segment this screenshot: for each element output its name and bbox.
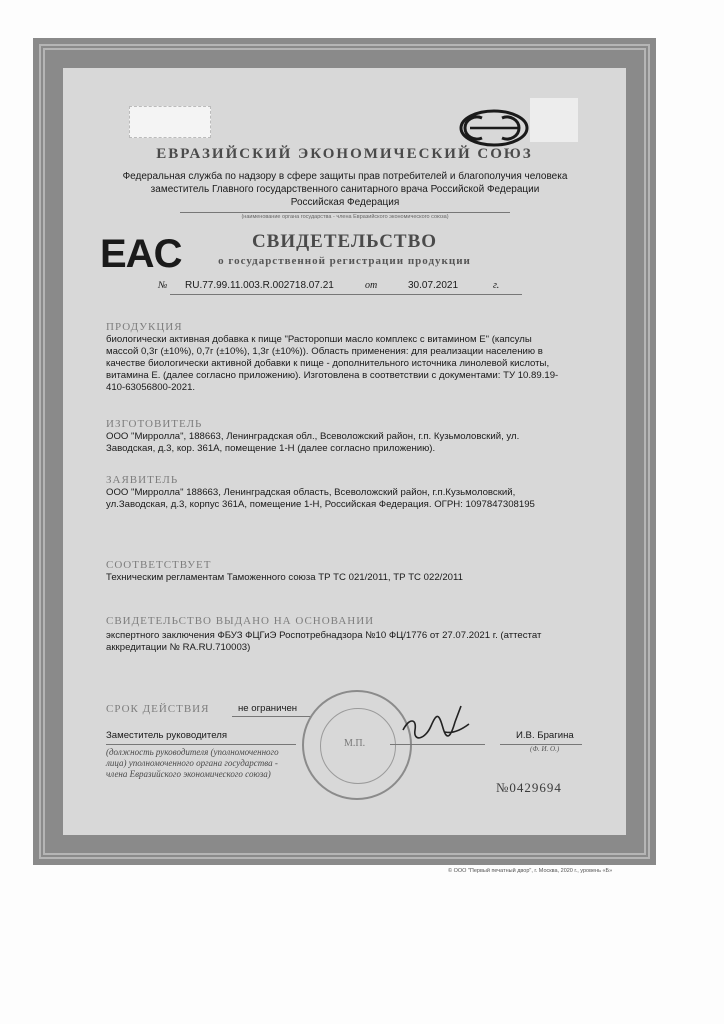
- union-title: ЕВРАЗИЙСКИЙ ЭКОНОМИЧЕСКИЙ СОЮЗ: [156, 146, 533, 162]
- applicant-text: [106, 487, 621, 511]
- note-line: (должность руководителя (уполномоченного: [106, 747, 279, 757]
- text-line: массой 0,3г (±10%), 0,7г (±10%), 1,3г (±10%)). Область применения: для реализации населению в: [106, 346, 543, 357]
- position-note: [106, 747, 279, 780]
- basis-text: [106, 630, 621, 654]
- signer-position: Заместитель руководителя: [106, 730, 228, 741]
- number-label: №: [158, 280, 168, 291]
- text-line: биологически активная добавка к пище "Расторопши масло комплекс с витамином Е" (капсулы: [106, 334, 532, 345]
- conforms-label: СООТВЕТСТВУЕТ: [106, 559, 212, 571]
- blank-corner-area: [530, 98, 578, 142]
- product-text: [106, 334, 621, 394]
- note-line: члена Евразийского экономического союза): [106, 769, 271, 779]
- text-line: ООО "Мирролла" 188663, Ленинградская область, Всеволожский район, г.п.Кузьмоловский,: [106, 487, 516, 498]
- text-line: 410-63056800-2021.: [106, 382, 196, 393]
- registration-date: 30.07.2021: [408, 280, 459, 291]
- text-line: ООО "Мирролла", 188663, Ленинградская обл., Всеволожский район, г.п. Кузьмоловский, ул.: [106, 431, 520, 442]
- number-underline: [170, 294, 522, 295]
- text-line: аккредитации № RA.RU.710003): [106, 642, 251, 653]
- year-suffix: г.: [493, 280, 500, 291]
- manufacturer-text: [106, 431, 621, 455]
- handwritten-signature-icon: [395, 700, 475, 750]
- text-line: витамина Е. (далее согласно приложению). Изготовлена в соответствии с документами: ТУ 10.89.19-: [106, 370, 559, 381]
- text-line: качестве биологически активной добавки к пище - дополнительного источника линолевой кислоты,: [106, 358, 550, 369]
- agency-line: заместитель Главного государственного санитарного врача Российской Федерации: [150, 184, 540, 195]
- blank-stamp-area: [129, 106, 211, 138]
- registration-number: RU.77.99.11.003.R.002718.07.21: [185, 280, 334, 291]
- printer-note: © ООО "Первый печатный двор", г. Москва, 2020 г., уровень «Б»: [448, 868, 613, 874]
- agency-note: (наименование органа государства - члена Евразийского экономического союза): [180, 212, 510, 220]
- eac-mark: EAC: [100, 232, 182, 276]
- text-line: экспертного заключения ФБУЗ ФЦГиЭ Роспотребнадзора №10 ФЦ/1776 от 27.07.2021 г. (аттестат: [106, 630, 542, 641]
- date-label: от: [365, 280, 378, 291]
- issuing-agency: [80, 170, 610, 209]
- text-line: Заводская, д.3, кор. 361А, помещение 1-Н (далее согласно приложению).: [106, 443, 436, 454]
- text-line: Техническим регламентам Таможенного союза ТР ТС 021/2011, ТР ТС 022/2011: [106, 572, 463, 583]
- note-line: лица) уполномоченного органа государства -: [106, 758, 278, 768]
- basis-label: СВИДЕТЕЛЬСТВО ВЫДАНО НА ОСНОВАНИИ: [106, 615, 375, 627]
- validity-label: СРОК ДЕЙСТВИЯ: [106, 703, 210, 715]
- text-line: ул.Заводская, д.3, корпус 361А, помещение 1-Н, Российская Федерация. ОГРН: 1097847308195: [106, 499, 535, 510]
- signature-underline: [390, 744, 485, 745]
- form-number: №0429694: [496, 780, 562, 795]
- position-underline: [106, 744, 296, 745]
- validity-value: не ограничен: [238, 703, 298, 714]
- product-label: ПРОДУКЦИЯ: [106, 321, 183, 333]
- validity-underline: [232, 716, 312, 717]
- name-note: (Ф. И. О.): [530, 745, 560, 753]
- seal-mark: М.П.: [344, 738, 366, 749]
- signer-name: И.В. Брагина: [516, 730, 574, 741]
- applicant-label: ЗАЯВИТЕЛЬ: [106, 474, 179, 486]
- eaeu-logo-icon: [458, 108, 530, 148]
- agency-line: Российская Федерация: [290, 197, 400, 208]
- manufacturer-label: ИЗГОТОВИТЕЛЬ: [106, 418, 203, 430]
- certificate-subtitle: о государственной регистрации продукции: [218, 255, 471, 267]
- agency-line: Федеральная служба по надзору в сфере защиты прав потребителей и благополучия человека: [122, 171, 568, 182]
- conforms-text: [106, 572, 621, 584]
- certificate-title: СВИДЕТЕЛЬСТВО: [251, 231, 438, 252]
